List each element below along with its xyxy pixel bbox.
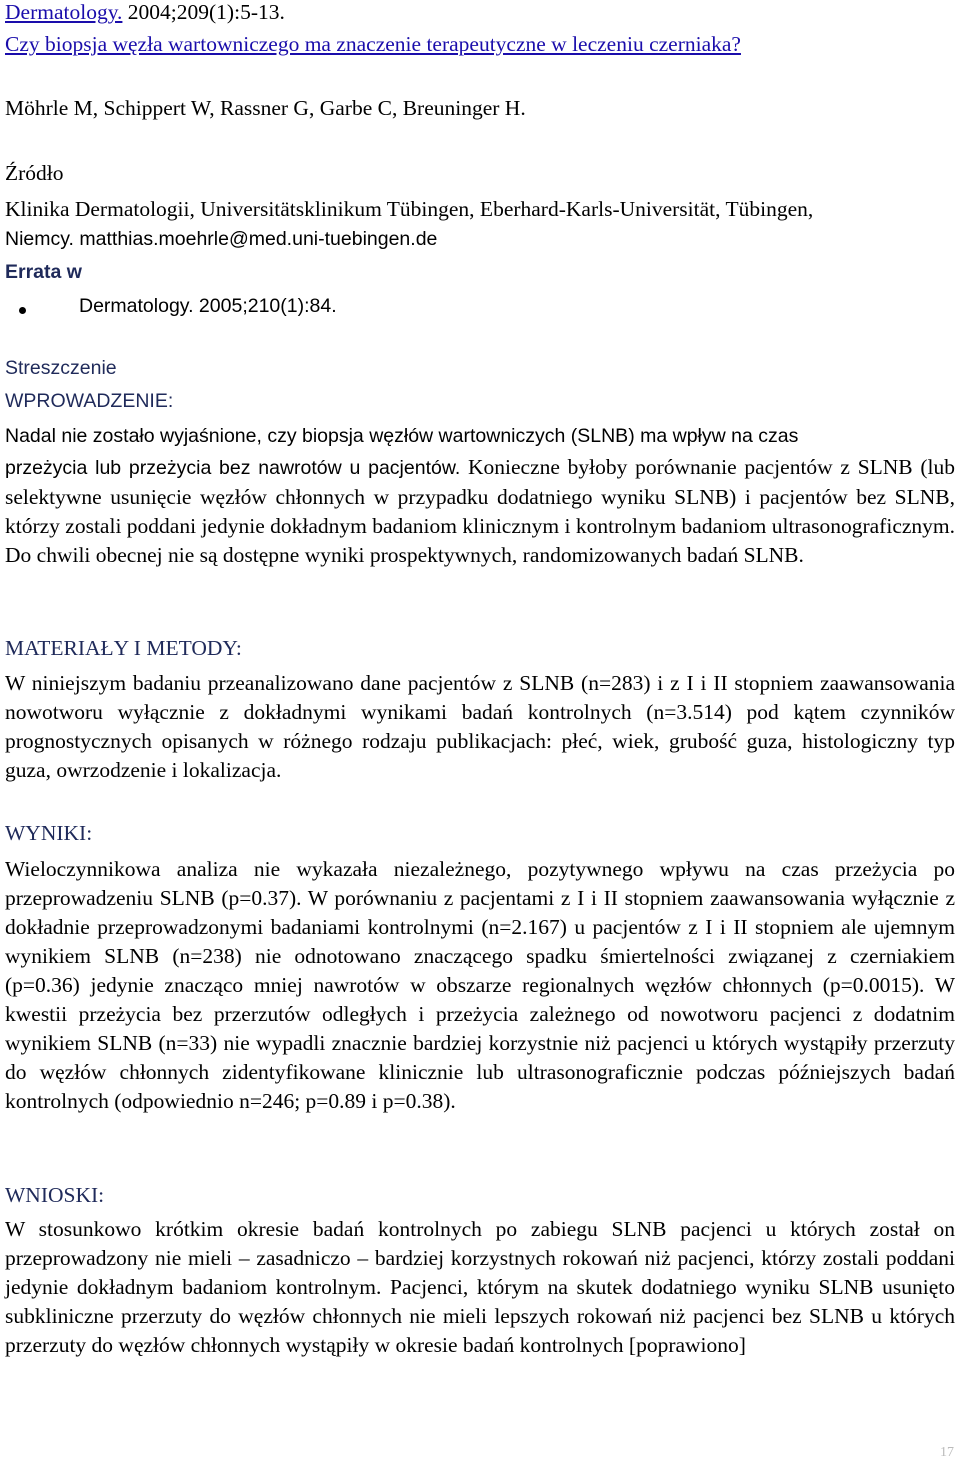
article-title-line [5,34,741,56]
conclusions-paragraph: W stosunkowo krótkim okresie badań kontrolnych po zabiegu SLNB pacjenci u których został on przeprowadzony nie mieli – zasadniczo – bardziej korzystnych rokowań niż pacjenci, którzy zostali poddani jedynie dokładnym badaniom kontrolnym. Pacjenci, którym na skutek dodatniego wyniku SLNB usunięto subkliniczne przerzuty do węzłów chłonnych nie mieli lepszych rokowań niż pacjenci bez SLNB u których przerzuty do węzłów chłonnych wystąpiły w okresie badań kontrolnych [poprawiono] [5,1217,955,1357]
affiliation-line-2: Niemcy. matthias.moehrle@med.uni-tuebingen.de [5,228,438,250]
citation-details: 2004;209(1):5-13. [122,0,285,24]
erratum-item-text: Dermatology. 2005;210(1):84. [79,295,337,317]
page-number: 17 [940,1445,954,1460]
affiliation-line-1: Klinika Dermatologii, Universitätsklinikum Tübingen, Eberhard-Karls-Universität, Tübingen, [5,197,814,221]
methods-heading: MATERIAŁY I METODY: [5,636,242,660]
authors: Möhrle M, Schippert W, Rassner G, Garbe C, Breuninger H. [5,96,526,120]
erratum-list-item[interactable] [5,297,605,321]
intro-paragraph [5,453,955,570]
citation-line [5,2,285,24]
conclusions-heading: WNIOSKI: [5,1183,105,1207]
intro-line-2: przeżycia lub przeżycia bez nawrotów u pacjentów. [5,457,461,479]
results-heading: WYNIKI: [5,821,93,845]
methods-paragraph: W niniejszym badaniu przeanalizowano dane pacjentów z SLNB (n=283) i z I i II stopniem zaawansowania nowotworu wyłącznie z dokładnymi wynikami badań kontrolnych (n=3.514) pod kątem czynników prognostycznych opisanych w różnego rodzaju publikacjach: płeć, wiek, grubość guza, histologiczny typ guza, owrzodzenie i lokalizacja. [5,671,955,782]
journal-link[interactable]: Dermatology. [5,0,123,24]
source-heading: Źródło [5,161,64,185]
results-paragraph: Wieloczynnikowa analiza nie wykazała niezależnego, pozytywnego wpływu na czas przeżycia po przeprowadzeniu SLNB (p=0.37). W porównaniu z pacjentami z I i II stopniem zaawansowania wyłącznie z dokładnie przeprowadzonymi badaniami kontrolnymi (n=2.167) u pacjentów z I i II stopniem ale ujemnym wynikiem SLNB (n=238) nie odnotowano znaczącego spadku śmiertelności związanej z czerniakiem (p=0.36) jedynie znacząco mniej nawrotów w obszarze regionalnych węzłów chłonnych (p=0.0015). W kwestii przeżycia bez przerzutów odległych i przeżycia zależnego od nowotworu pacjenci z dodatnim wynikiem SLNB (n=33) nie wypadli znacznie bardziej korzystnie niż pacjenci u których wystąpiły przerzuty do węzłów chłonnych zidentyfikowane klinicznie lub ultrasonograficznie podczas późniejszych badań kontrolnych (odpowiednio n=246; p=0.89 i p=0.38). [5,857,955,1113]
erratum-heading: Errata w [5,261,82,283]
intro-rest: Konieczne byłoby porównanie pacjentów z SLNB (lub selektywne usunięcie węzłów chłonnych w przypadku dodatniego wyniku SLNB) i pacjentów bez SLNB, którzy zostali poddani jedynie dokładnym badaniom klinicznym i kontrolnym badaniom ultrasonograficznym. Do chwili obecnej nie są dostępne wyniki prospektywnych, randomizowanych badań SLNB. [5,455,956,567]
article-title-link[interactable]: Czy biopsja węzła wartowniczego ma znaczenie terapeutyczne w leczeniu czerniaka? [5,32,741,56]
abstract-heading: Streszczenie [5,357,117,379]
intro-heading: WPROWADZENIE: [5,390,174,412]
bullet-dot-icon [19,307,26,314]
intro-line-1: Nadal nie zostało wyjaśnione, czy biopsja węzłów wartowniczych (SLNB) ma wpływ na czas [5,425,799,447]
